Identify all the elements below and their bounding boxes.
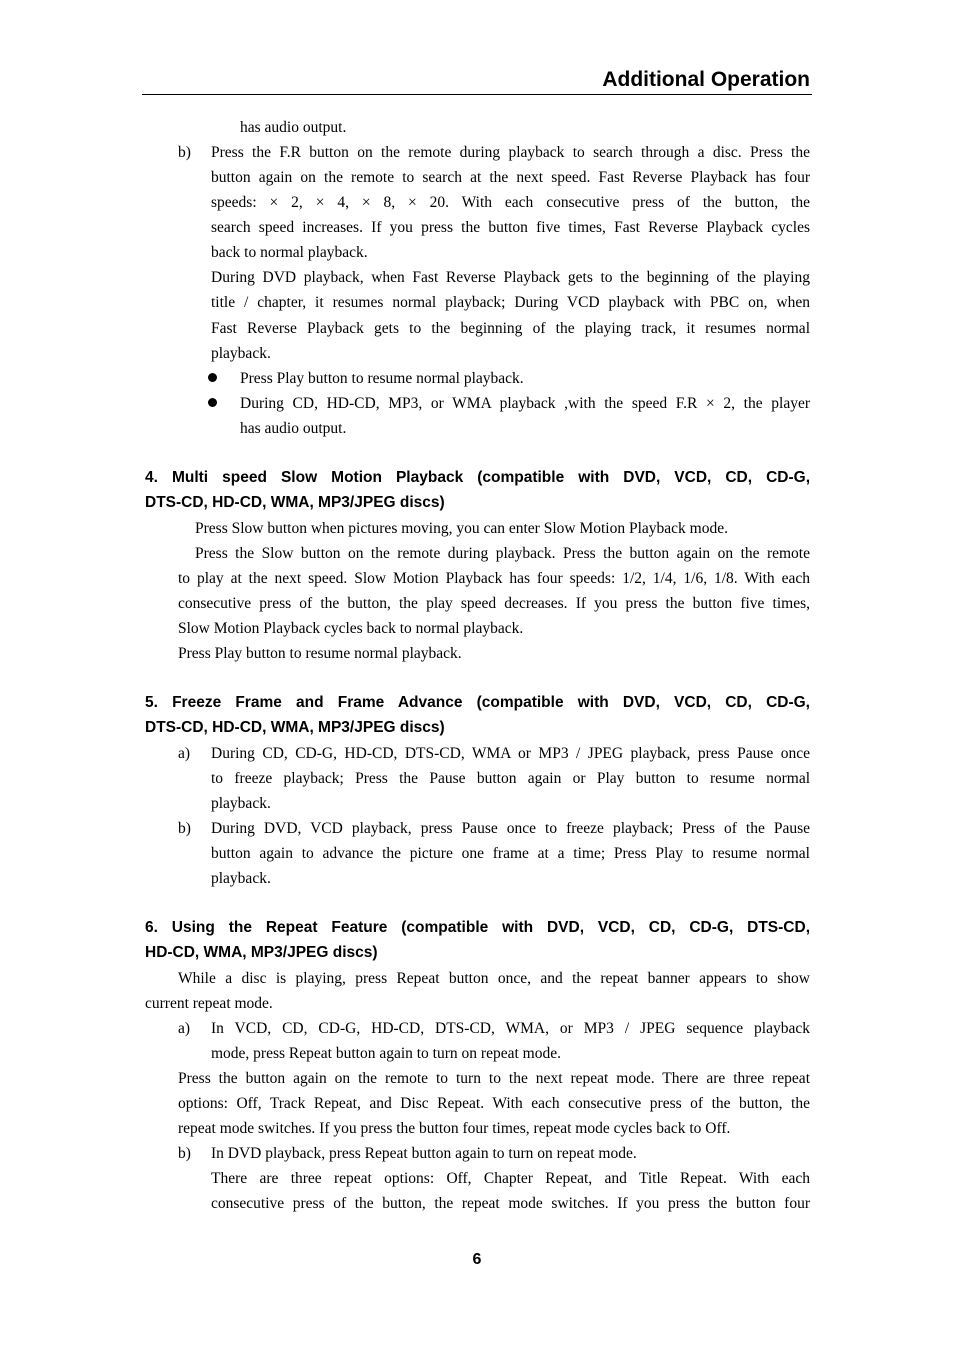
section-heading: 6. Using the Repeat Feature (compatible with DVD, VCD, CD, CD-G, DTS-CD, xyxy=(145,919,810,936)
header-rule xyxy=(142,94,812,95)
paragraph-line: Press the Slow button on the remote during playback. Press the button again on the remote xyxy=(195,545,810,562)
section-heading: 4. Multi speed Slow Motion Playback (compatible with DVD, VCD, CD, CD-G, xyxy=(145,469,810,486)
paragraph-line: There are three repeat options: Off, Chapter Repeat, and Title Repeat. With each xyxy=(211,1170,810,1187)
paragraph-line: Press the F.R button on the remote during playback to search through a disc. Press the xyxy=(211,144,810,161)
section-heading: DTS-CD, HD-CD, WMA, MP3/JPEG discs) xyxy=(145,719,445,736)
bullet-text: Press Play button to resume normal playback. xyxy=(240,370,524,387)
paragraph-line: consecutive press of the button, the play speed decreases. If you press the button five times, xyxy=(178,595,810,612)
paragraph-line: Press Play button to resume normal playback. xyxy=(178,645,462,662)
paragraph-line: mode, press Repeat button again to turn on repeat mode. xyxy=(211,1045,561,1062)
paragraph-line: playback. xyxy=(211,345,271,362)
list-marker-b: b) xyxy=(178,1145,191,1162)
list-marker-b: b) xyxy=(178,820,191,837)
paragraph-line: Press Slow button when pictures moving, you can enter Slow Motion Playback mode. xyxy=(195,520,728,537)
paragraph-line: Slow Motion Playback cycles back to normal playback. xyxy=(178,620,524,637)
paragraph-line: to freeze playback; Press the Pause button again or Play button to resume normal xyxy=(211,770,810,787)
paragraph-line: consecutive press of the button, the repeat mode switches. If you press the button four xyxy=(211,1195,810,1212)
paragraph-line: current repeat mode. xyxy=(145,995,273,1012)
paragraph-line: button again on the remote to search at the next speed. Fast Reverse Playback has four xyxy=(211,169,810,186)
continuation-line: has audio output. xyxy=(240,119,347,136)
paragraph-line: back to normal playback. xyxy=(211,244,368,261)
paragraph-line: While a disc is playing, press Repeat button once, and the repeat banner appears to show xyxy=(178,970,810,987)
paragraph-line: speeds: × 2, × 4, × 8, × 20. With each consecutive press of the button, the xyxy=(211,194,810,211)
paragraph-line: During CD, CD-G, HD-CD, DTS-CD, WMA or MP3 / JPEG playback, press Pause once xyxy=(211,745,810,762)
list-marker-a: a) xyxy=(178,1020,191,1037)
paragraph-line: title / chapter, it resumes normal playback; During VCD playback with PBC on, when xyxy=(211,294,810,311)
section-heading: 5. Freeze Frame and Frame Advance (compatible with DVD, VCD, CD, CD-G, xyxy=(145,694,810,711)
paragraph-line: search speed increases. If you press the button five times, Fast Reverse Playback cycles xyxy=(211,219,810,236)
list-marker-a: a) xyxy=(178,745,191,762)
paragraph-line: In DVD playback, press Repeat button again to turn on repeat mode. xyxy=(211,1145,637,1162)
paragraph-line: playback. xyxy=(211,795,271,812)
paragraph-line: Press the button again on the remote to turn to the next repeat mode. There are three repeat xyxy=(178,1070,810,1087)
paragraph-line: During DVD, VCD playback, press Pause once to freeze playback; Press of the Pause xyxy=(211,820,810,837)
paragraph-line: button again to advance the picture one frame at a time; Press Play to resume normal xyxy=(211,845,810,862)
section-heading: HD-CD, WMA, MP3/JPEG discs) xyxy=(145,944,378,961)
page-header-title: Additional Operation xyxy=(602,68,810,91)
paragraph-line: In VCD, CD, CD-G, HD-CD, DTS-CD, WMA, or MP3 / JPEG sequence playback xyxy=(211,1020,810,1037)
paragraph-line: During DVD playback, when Fast Reverse Playback gets to the beginning of the playing xyxy=(211,269,810,286)
list-marker-b: b) xyxy=(178,144,191,161)
paragraph-line: playback. xyxy=(211,870,271,887)
page-number: 6 xyxy=(472,1251,482,1268)
bullet-dot xyxy=(208,398,217,407)
section-heading: DTS-CD, HD-CD, WMA, MP3/JPEG discs) xyxy=(145,494,445,511)
paragraph-line: options: Off, Track Repeat, and Disc Repeat. With each consecutive press of the button, the xyxy=(178,1095,810,1112)
paragraph-line: Fast Reverse Playback gets to the beginning of the playing track, it resumes normal xyxy=(211,320,810,337)
bullet-text: has audio output. xyxy=(240,420,347,437)
paragraph-line: repeat mode switches. If you press the button four times, repeat mode cycles back to Off. xyxy=(178,1120,731,1137)
bullet-dot xyxy=(208,373,217,382)
paragraph-line: to play at the next speed. Slow Motion Playback has four speeds: 1/2, 1/4, 1/6, 1/8. With each xyxy=(178,570,810,587)
bullet-text: During CD, HD-CD, MP3, or WMA playback ,with the speed F.R × 2, the player xyxy=(240,395,810,412)
